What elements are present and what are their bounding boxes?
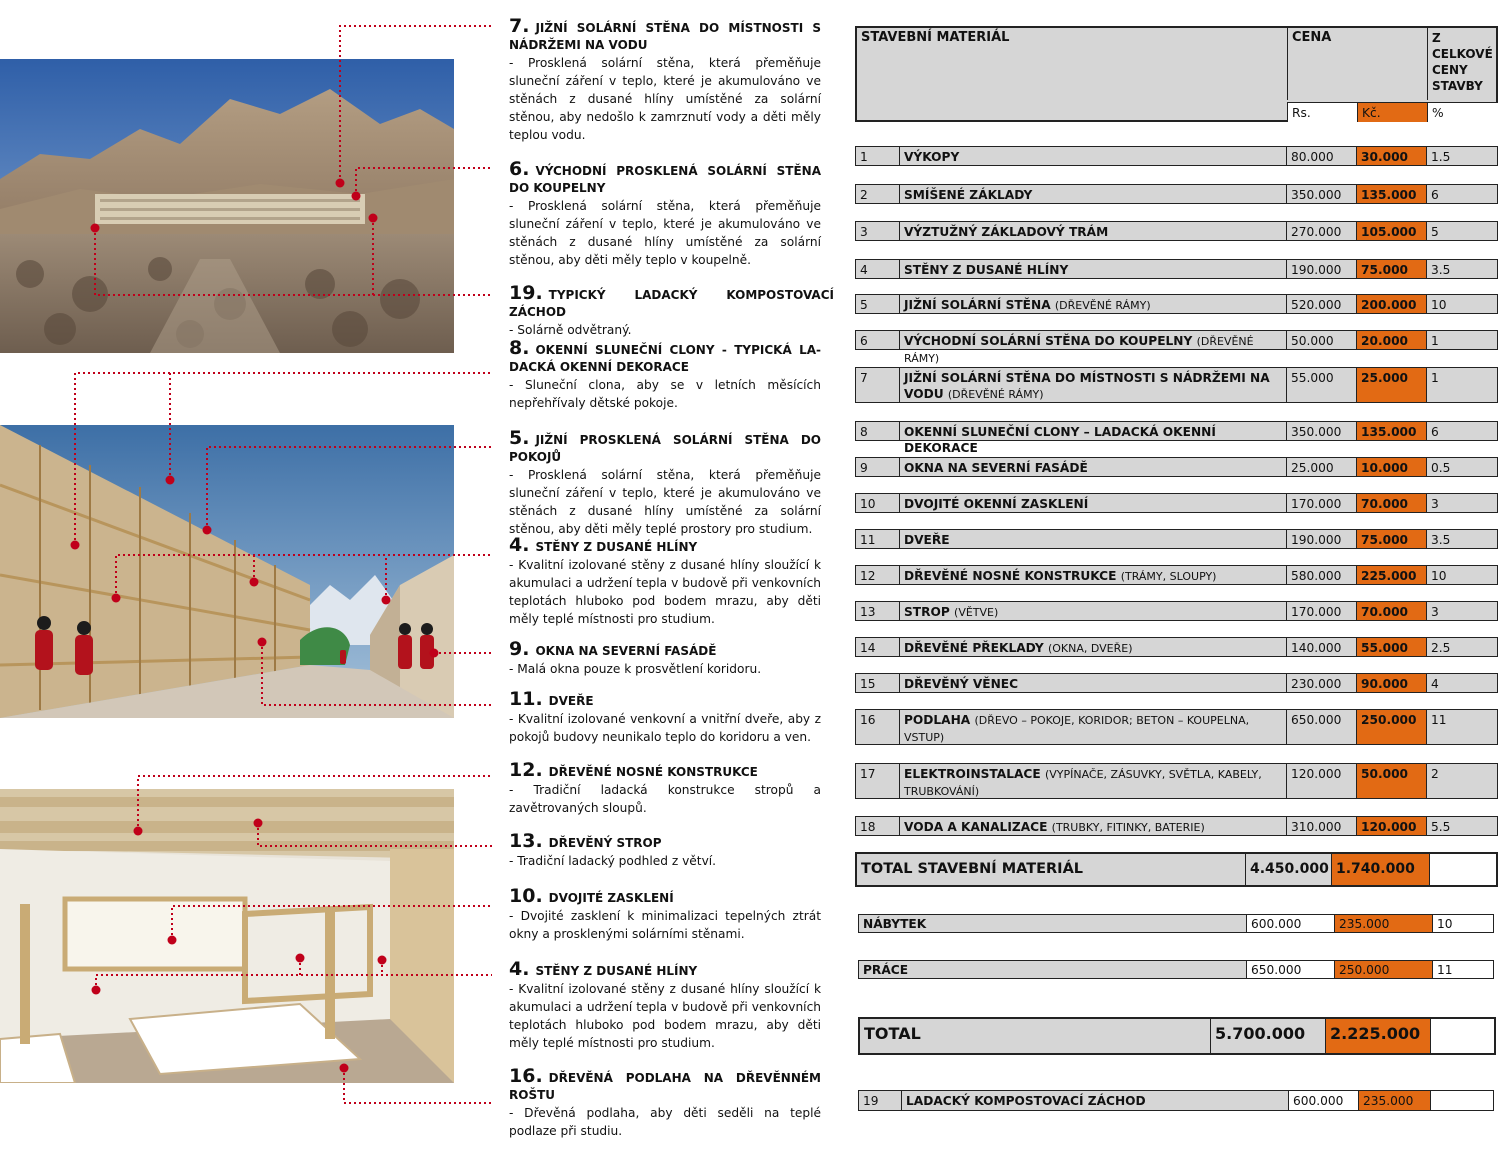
feature-title: JIŽNÍ PROSKLENÁ SOLÁRNÍ STĚNA DO POKOJŮ (509, 433, 821, 464)
header-share: Z CELKOVÉ CENY STAVBY (1427, 28, 1498, 100)
row-price-kc: 135.000 (1356, 422, 1426, 440)
row-material-name: STĚNY Z DUSANÉ HLÍNY (904, 263, 1069, 277)
furniture-row (858, 914, 1494, 933)
feature-title: DVOJITÉ ZASKLENÍ (548, 891, 674, 905)
feature-item (509, 427, 821, 538)
furniture-pct: 10 (1432, 915, 1493, 932)
furniture-rs: 600.000 (1246, 915, 1334, 932)
row-percent: 3.5 (1426, 530, 1497, 548)
total-material-kc: 1.740.000 (1331, 854, 1429, 885)
feature-title: OKENNÍ SLUNEČNÍ CLONY - TYPICKÁ LA-DACKÁ OKENNÍ DEKORACE (509, 343, 821, 374)
feature-item (509, 688, 821, 746)
table-row (855, 673, 1498, 693)
row-material-name: JIŽNÍ SOLÁRNÍ STĚNA DO MÍSTNOSTI S NÁDRŽEMI NA VODU (904, 371, 1270, 401)
row-price-rs: 650.000 (1286, 710, 1356, 744)
row-material-detail: (VĚTVE) (954, 606, 999, 619)
row-percent: 6 (1426, 185, 1497, 203)
row-percent: 5 (1426, 222, 1497, 240)
feature-number: 10. (509, 885, 543, 907)
row-price-rs: 50.000 (1286, 331, 1356, 349)
row-material (899, 602, 1286, 620)
table-row (855, 709, 1498, 745)
row-material (899, 494, 1286, 512)
row-material-name: VÝZTUŽNÝ ZÁKLADOVÝ TRÁM (904, 225, 1109, 239)
feature-number: 5. (509, 427, 530, 449)
row-price-kc: 120.000 (1356, 817, 1426, 835)
row-material-detail: (DŘEVĚNÉ RÁMY) (1054, 299, 1151, 312)
row-material-detail: (TRUBKY, FITINKY, BATERIE) (1051, 821, 1205, 834)
feature-number: 11. (509, 688, 543, 710)
grand-total-row (858, 1017, 1496, 1055)
table-row (855, 457, 1498, 477)
row-percent: 10 (1426, 295, 1497, 313)
row-percent: 2.5 (1426, 638, 1497, 656)
row-material-name: DŘEVĚNÉ PŘEKLADY (904, 641, 1044, 655)
feature-number: 12. (509, 759, 543, 781)
row-price-rs: 190.000 (1286, 260, 1356, 278)
row-price-rs: 310.000 (1286, 817, 1356, 835)
row-material (899, 368, 1286, 402)
row-material (899, 185, 1286, 203)
row-material-name: VÝCHODNÍ SOLÁRNÍ STĚNA DO KOUPELNY (904, 334, 1193, 348)
feature-number: 7. (509, 15, 530, 37)
row-price-rs: 120.000 (1286, 764, 1356, 798)
table-row (855, 529, 1498, 549)
feature-description: - Dvojité zasklení k minimalizaci tepelných ztrát okny a prosklenými solárními stěnami. (509, 909, 821, 941)
feature-description: - Tradiční ladacký podhled z větví. (509, 854, 717, 868)
row-number: 17 (860, 767, 876, 781)
row-price-kc: 55.000 (1356, 638, 1426, 656)
row-price-rs: 230.000 (1286, 674, 1356, 692)
feature-item (509, 158, 821, 269)
feature-title: VÝCHODNÍ PROSKLENÁ SOLÁRNÍ STĚNA DO KOUPELNY (509, 164, 821, 195)
row-price-kc: 70.000 (1356, 602, 1426, 620)
table-row (855, 763, 1498, 799)
feature-item (509, 534, 821, 628)
row-material (899, 422, 1286, 455)
row-number: 14 (860, 641, 876, 655)
row-price-kc: 90.000 (1356, 674, 1426, 692)
row-price-kc: 10.000 (1356, 458, 1426, 476)
work-kc: 250.000 (1334, 961, 1432, 978)
row-material-name: VÝKOPY (904, 150, 960, 164)
row-price-rs: 25.000 (1286, 458, 1356, 476)
table-row (855, 221, 1498, 241)
row-material (899, 147, 1286, 165)
feature-description: - Kvalitní izolované stěny z dusané hlíny sloužící k akumulaci a udržení tepla v budově při venkovních teplotách hluboko pod bodem mrazu, aby děti měly teplé místnosti pro studium. (509, 982, 821, 1050)
feature-title: OKNA NA SEVERNÍ FASÁDĚ (535, 644, 717, 658)
row-percent: 1.5 (1426, 147, 1497, 165)
row-number: 6 (860, 334, 868, 348)
row-number: 2 (860, 188, 868, 202)
header-kc: Kč. (1357, 102, 1427, 122)
row-percent: 5.5 (1426, 817, 1497, 835)
feature-number: 4. (509, 534, 530, 556)
toilet-label: LADACKÝ KOMPOSTOVACÍ ZÁCHOD (901, 1091, 1288, 1110)
feature-number: 16. (509, 1065, 543, 1087)
row-material-detail: (TRÁMY, SLOUPY) (1120, 570, 1217, 583)
row-material (899, 260, 1286, 278)
feature-description: - Sluneční clona, aby se v letních měsících nepřehřívaly dětské pokoje. (509, 378, 821, 410)
row-percent: 11 (1426, 710, 1497, 744)
row-number: 5 (860, 298, 868, 312)
feature-title: DŘEVĚNÁ PODLAHA NA DŘEVĚNNÉM ROŠTU (509, 1071, 821, 1102)
table-row (855, 601, 1498, 621)
toilet-pct (1430, 1091, 1493, 1110)
feature-title: JIŽNÍ SOLÁRNÍ STĚNA DO MÍSTNOSTI S NÁDRŽEMI NA VODU (509, 21, 821, 52)
feature-number: 6. (509, 158, 530, 180)
row-material (899, 674, 1286, 692)
row-number: 3 (860, 225, 868, 239)
feature-item (509, 337, 821, 412)
feature-description: - Prosklená solární stěna, která přeměňuje sluneční záření v teplo, které je akumulováno ve stěnách z dusané hlíny umístěné za solární stěnou, aby děti měly teplé prostory pro studium. (509, 468, 821, 536)
row-price-kc: 105.000 (1356, 222, 1426, 240)
feature-title: DŘEVĚNÝ STROP (548, 836, 662, 850)
row-price-rs: 350.000 (1286, 422, 1356, 440)
row-percent: 2 (1426, 764, 1497, 798)
grand-total-pct (1430, 1019, 1494, 1053)
row-percent: 3 (1426, 494, 1497, 512)
table-row (855, 294, 1498, 314)
feature-number: 4. (509, 958, 530, 980)
row-number: 9 (860, 461, 868, 475)
header-pct: % (1427, 102, 1498, 122)
row-number: 7 (860, 371, 868, 385)
feature-item (509, 1065, 821, 1140)
row-number: 8 (860, 425, 868, 439)
total-material-pct (1429, 854, 1496, 885)
row-percent: 1 (1426, 368, 1497, 402)
row-material-name: PODLAHA (904, 713, 971, 727)
row-number: 1 (860, 150, 868, 164)
row-price-kc: 225.000 (1356, 566, 1426, 584)
row-percent: 0.5 (1426, 458, 1497, 476)
feature-item (509, 282, 834, 339)
row-price-kc: 75.000 (1356, 530, 1426, 548)
row-material-detail: (DŘEVĚNÉ RÁMY) (947, 388, 1044, 401)
row-price-kc: 30.000 (1356, 147, 1426, 165)
row-price-rs: 55.000 (1286, 368, 1356, 402)
row-price-kc: 250.000 (1356, 710, 1426, 744)
row-material (899, 295, 1286, 313)
row-price-kc: 200.000 (1356, 295, 1426, 313)
header-rs: Rs. (1287, 102, 1357, 122)
total-material-label: TOTAL STAVEBNÍ MATERIÁL (861, 861, 1084, 877)
table-row (855, 637, 1498, 657)
row-percent: 4 (1426, 674, 1497, 692)
row-price-rs: 580.000 (1286, 566, 1356, 584)
feature-description: - Prosklená solární stěna, která přeměňuje sluneční záření v teplo, které je akumulováno ve stěnách z dusané hlíny umístěné za solární stěnou, aby děti měly teplo v koupelně. (509, 199, 821, 267)
feature-description: - Kvalitní izolované stěny z dusané hlíny sloužící k akumulaci a udržení tepla v budově při venkovních teplotách hluboko pod bodem mrazu, aby děti měly teplé místnosti pro studium. (509, 558, 821, 626)
feature-description: - Malá okna pouze k prosvětlení koridoru. (509, 662, 762, 676)
feature-item (509, 958, 821, 1052)
feature-title: STĚNY Z DUSANÉ HLÍNY (535, 964, 698, 978)
header-material: STAVEBNÍ MATERIÁL (861, 30, 1010, 45)
row-price-kc: 70.000 (1356, 494, 1426, 512)
row-number: 12 (860, 569, 876, 583)
feature-item (509, 885, 821, 943)
toilet-rs: 600.000 (1288, 1091, 1358, 1110)
total-material-row (855, 852, 1498, 887)
feature-item (509, 759, 821, 817)
row-material-detail: (DŘEVĚNÉ RÁMY) (904, 335, 1254, 365)
row-price-rs: 270.000 (1286, 222, 1356, 240)
row-number: 15 (860, 677, 876, 691)
table-row (855, 146, 1498, 166)
row-material-detail: (OKNA, DVEŘE) (1047, 642, 1133, 655)
table-row (855, 816, 1498, 836)
feature-number: 9. (509, 638, 530, 660)
feature-title: DŘEVĚNÉ NOSNÉ KONSTRUKCE (548, 765, 758, 779)
table-row (855, 421, 1498, 455)
table-row (855, 493, 1498, 513)
toilet-number: 19 (863, 1094, 879, 1108)
furniture-label: NÁBYTEK (863, 917, 927, 931)
row-material (899, 710, 1286, 744)
row-material-name: DVOJITÉ OKENNÍ ZASKLENÍ (904, 497, 1089, 511)
feature-description: - Prosklená solární stěna, která přeměňuje sluneční záření v teplo, které je akumulováno ve stěnách z dusané hlíny umístěné za solární stěnou, aby nedošlo k zamrznutí vody a děti měly teplou vodu. (509, 56, 821, 142)
row-number: 10 (860, 497, 876, 511)
row-material (899, 638, 1286, 656)
row-material (899, 817, 1286, 835)
grand-total-kc: 2.225.000 (1325, 1019, 1430, 1053)
row-percent: 3.5 (1426, 260, 1497, 278)
table-row (855, 184, 1498, 204)
row-material-detail: (VYPÍNAČE, ZÁSUVKY, SVĚTLA, KABELY, TRUBKOVÁNÍ) (904, 768, 1262, 798)
row-price-rs: 520.000 (1286, 295, 1356, 313)
row-material (899, 764, 1286, 798)
row-percent: 1 (1426, 331, 1497, 349)
work-row (858, 960, 1494, 979)
row-percent: 10 (1426, 566, 1497, 584)
feature-description: - Kvalitní izolované venkovní a vnitřní dveře, aby z pokojů budovy neunikalo teplo do koridoru a ven. (509, 712, 821, 744)
total-material-rs: 4.450.000 (1245, 854, 1331, 885)
row-price-kc: 25.000 (1356, 368, 1426, 402)
feature-title: TYPICKÝ LADACKÝ KOMPOSTOVACÍ ZÁCHOD (509, 288, 834, 319)
row-number: 16 (860, 713, 876, 727)
row-material-name: VODA A KANALIZACE (904, 820, 1048, 834)
feature-number: 8. (509, 337, 530, 359)
row-material-name: STROP (904, 605, 950, 619)
header-price: CENA (1287, 28, 1427, 100)
row-price-kc: 75.000 (1356, 260, 1426, 278)
row-price-kc: 50.000 (1356, 764, 1426, 798)
feature-description: - Tradiční ladacká konstrukce stropů a zavětrovaných sloupů. (509, 783, 821, 815)
row-price-rs: 350.000 (1286, 185, 1356, 203)
row-material-name: OKENNÍ SLUNEČNÍ CLONY – LADACKÁ OKENNÍ DEKORACE (904, 425, 1216, 455)
feature-description: - Dřevěná podlaha, aby děti seděli na teplé podlaze při studiu. (509, 1106, 821, 1138)
row-material (899, 566, 1286, 584)
row-material (899, 530, 1286, 548)
work-rs: 650.000 (1246, 961, 1334, 978)
toilet-kc: 235.000 (1358, 1091, 1430, 1110)
table-row (855, 330, 1498, 365)
row-material (899, 458, 1286, 476)
furniture-kc: 235.000 (1334, 915, 1432, 932)
work-label: PRÁCE (863, 963, 909, 977)
interior-render (0, 789, 454, 1083)
row-material-name: DVEŘE (904, 533, 950, 547)
exterior-photo (0, 59, 454, 353)
feature-item (509, 638, 821, 678)
row-number: 11 (860, 533, 876, 547)
row-price-kc: 20.000 (1356, 331, 1426, 349)
row-material-name: DŘEVĚNÉ NOSNÉ KONSTRUKCE (904, 569, 1117, 583)
table-row (855, 565, 1498, 585)
row-price-rs: 170.000 (1286, 602, 1356, 620)
grand-total-rs: 5.700.000 (1210, 1019, 1325, 1053)
row-number: 4 (860, 263, 868, 277)
row-material-name: DŘEVĚNÝ VĚNEC (904, 677, 1019, 691)
table-header (855, 26, 1498, 122)
row-material-name: ELEKTROINSTALACE (904, 767, 1041, 781)
row-material (899, 222, 1286, 240)
feature-number: 19. (509, 282, 543, 304)
feature-description: - Solárně odvětraný. (509, 323, 632, 337)
feature-item (509, 15, 821, 144)
row-price-kc: 135.000 (1356, 185, 1426, 203)
feature-title: STĚNY Z DUSANÉ HLÍNY (535, 540, 698, 554)
toilet-row (858, 1090, 1494, 1111)
row-material-name: SMÍŠENÉ ZÁKLADY (904, 188, 1033, 202)
row-price-rs: 80.000 (1286, 147, 1356, 165)
work-pct: 11 (1432, 961, 1493, 978)
courtyard-render (0, 425, 454, 718)
row-material-name: OKNA NA SEVERNÍ FASÁDĚ (904, 461, 1088, 475)
row-number: 13 (860, 605, 876, 619)
feature-item (509, 830, 821, 870)
row-percent: 6 (1426, 422, 1497, 440)
grand-total-label: TOTAL (864, 1024, 921, 1043)
row-material-name: JIŽNÍ SOLÁRNÍ STĚNA (904, 298, 1051, 312)
row-material (899, 331, 1286, 365)
table-row (855, 367, 1498, 403)
row-number: 18 (860, 820, 876, 834)
row-percent: 3 (1426, 602, 1497, 620)
row-price-rs: 170.000 (1286, 494, 1356, 512)
table-row (855, 259, 1498, 279)
feature-number: 13. (509, 830, 543, 852)
feature-title: DVEŘE (548, 694, 594, 708)
row-material-detail: (DŘEVO – POKOJE, KORIDOR; BETON – KOUPELNA, VSTUP) (904, 714, 1250, 744)
row-price-rs: 190.000 (1286, 530, 1356, 548)
row-price-rs: 140.000 (1286, 638, 1356, 656)
